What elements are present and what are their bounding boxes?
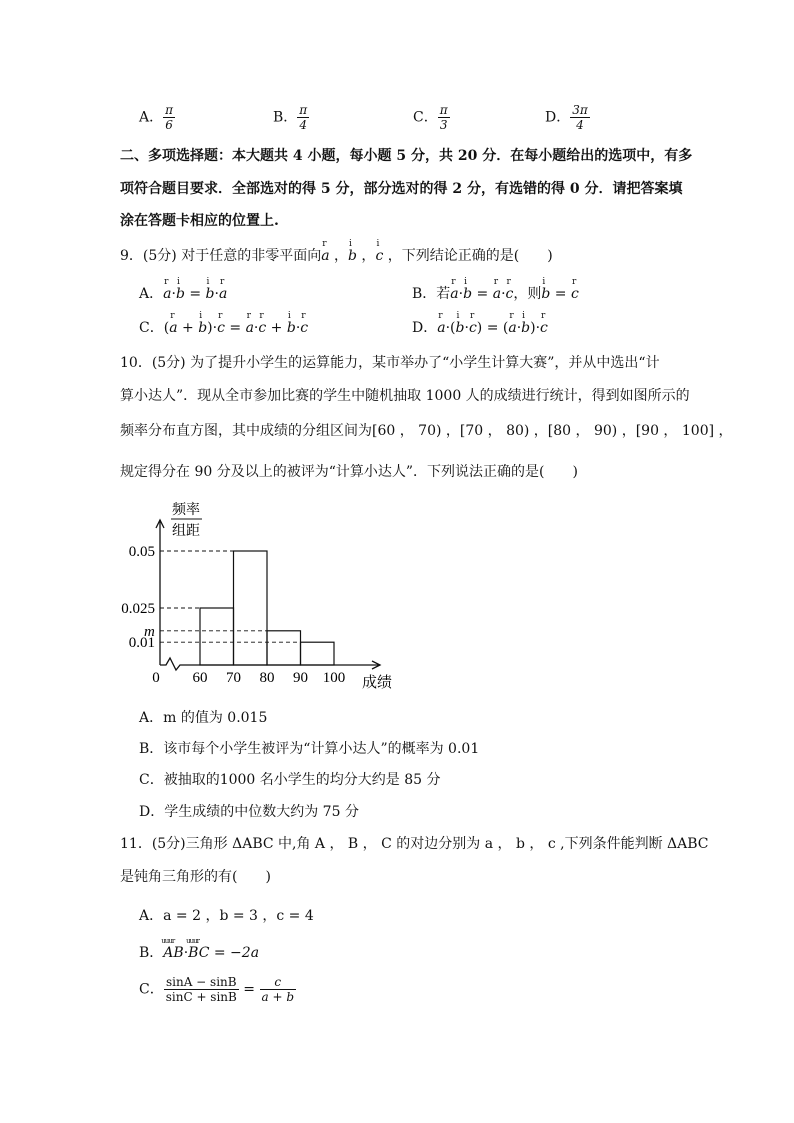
q8-option-d: D． $\frac{3\pi}{4}$ — [545, 103, 588, 132]
q10-option-c: C．被抽取的1000 名小学生的均分大约是 85 分 — [139, 772, 441, 788]
q10-option-b: B．该市每个小学生被评为“计算小达人”的概率为 0.01 — [139, 741, 480, 757]
q8-option-b: B． $\frac{\pi}{4}$ — [273, 103, 308, 132]
q10-option-a: A．m 的值为 0.015 — [139, 710, 268, 726]
x-tick-90: 90 — [293, 670, 308, 686]
q9-option-d: D．r a·(i b·r c) = (r a·i b)·r c — [412, 317, 548, 337]
q9-stem: 9．(5分) 对于任意的非零平面向r a ，i b ，i c ，下列结论正确的是( ) — [120, 245, 553, 265]
y-tick-0.025: 0.025 — [121, 601, 155, 617]
q10-option-d: D．学生成绩的中位数大约为 75 分 — [139, 804, 359, 820]
y-tick-0.05: 0.05 — [128, 544, 155, 560]
q9-option-a: A．r a·i b = i b·r a — [139, 283, 227, 303]
q10-line2: 算小达人”．现从全市参加比赛的学生中随机抽取 1000 人的成绩进行统计，得到如图所示的 — [120, 388, 690, 404]
q9-option-c: C．(r a + i b)·r c = r a·r c + i b·r c — [139, 317, 308, 337]
q10-line4: 规定得分在 90 分及以上的被评为“计算小达人”．下列说法正确的是( ) — [120, 464, 578, 480]
x-tick-80: 80 — [259, 670, 275, 686]
q11-line1: 11．(5分)三角形 ΔABC 中,角 A ， B ， C 的对边分别为 a ， b ， c ,下列条件能判断 ΔABC — [120, 836, 709, 852]
x-origin-label: 0 — [152, 670, 160, 686]
q10-line3: 频率分布直方图，其中成绩的分组区间为[60 ， 70) ，[70 ， 80) ，[80 ， 90) ，[90 ， 100] ， — [120, 423, 733, 439]
q10-line1: 10．(5分) 为了提升小学生的运算能力，某市举办了“小学生计算大赛”，并从中选出“计 — [120, 355, 660, 371]
section2-line2: 项符合题目要求．全部选对的得 5 分，部分选对的得 2 分，有选错的得 0 分．请把答案填 — [120, 181, 683, 197]
y-tick-0.01: 0.01 — [128, 635, 155, 652]
q11-line2: 是钝角三角形的有( ) — [120, 869, 271, 885]
q11-option-c: C． $\frac{\sin A - \sin B}{\sin C + \sin B}$ = $\frac{c}{a + b}$ — [139, 975, 295, 1004]
section2-line1: 二、多项选择题：本大题共 4 小题，每小题 5 分，共 20 分．在每小题给出的选项中，有多 — [120, 148, 693, 164]
x-tick-60: 60 — [192, 670, 208, 686]
bar-[70,80) — [234, 551, 268, 665]
bar-[80,90) — [267, 631, 301, 665]
x-tick-70: 70 — [226, 670, 241, 686]
x-tick-100: 100 — [322, 670, 346, 686]
y-tick-m: m — [144, 623, 155, 640]
x-axis-label: 成绩 — [362, 675, 393, 691]
q8-option-a: A． $\frac{\pi}{6}$ — [139, 103, 174, 132]
q8-option-c: C． $\frac{\pi}{3}$ — [413, 103, 448, 132]
section2-line3: 涂在答题卡相应的位置上. — [120, 213, 279, 229]
q9-option-b: B．若r a·i b = r a·r c，则i b = r c — [412, 283, 579, 303]
q11-option-a: A．a = 2 ，b = 3 ，c = 4 — [139, 908, 314, 924]
bar-[60,70) — [200, 608, 234, 665]
y-label-bottom: 组距 — [172, 524, 200, 539]
x-axis — [160, 658, 380, 670]
q11-option-b: B．uuur AB·uuur BC = −2a — [139, 942, 259, 962]
y-label-top: 频率 — [172, 503, 200, 518]
bar-[90,100] — [301, 642, 335, 665]
